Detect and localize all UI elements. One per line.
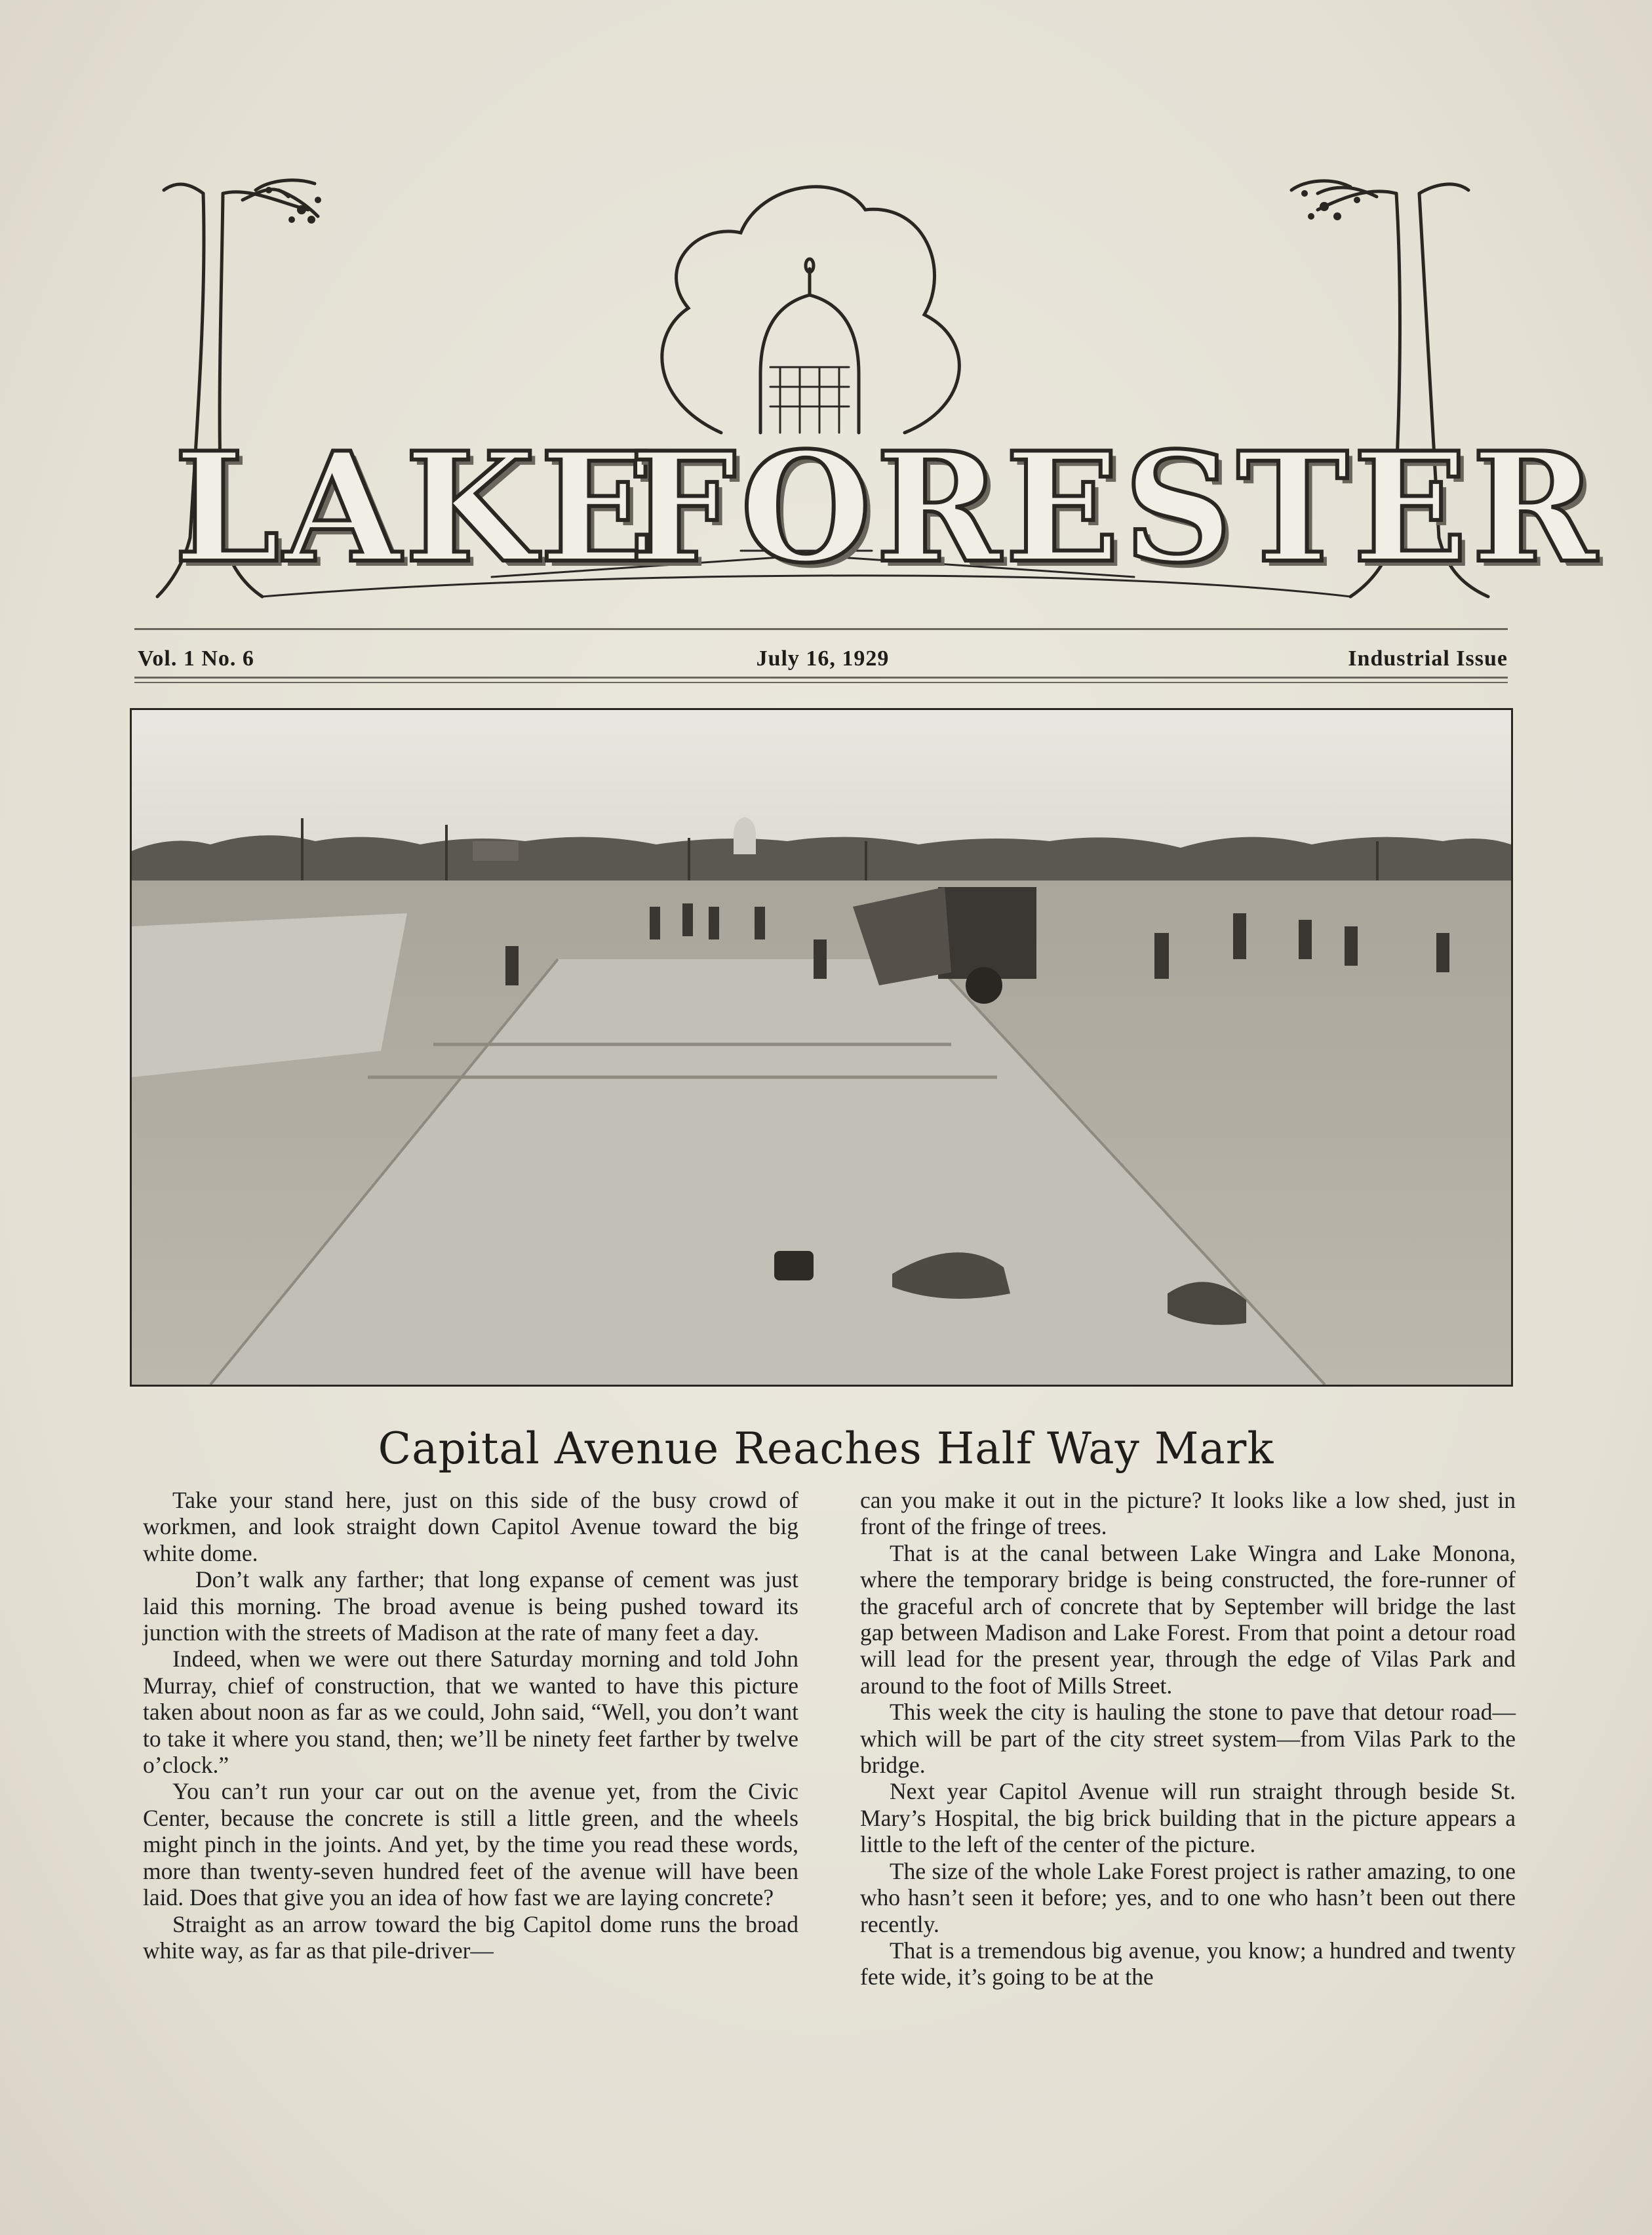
top-rule [134,628,1508,630]
masthead [151,170,1601,616]
article-paragraph: That is a tremendous big avenue, you know; a hundred and twenty fete wide, it’s going to be at the [860,1937,1516,1990]
issue-name: Industrial Issue [1348,646,1508,671]
bottom-rule-thin [134,682,1508,683]
article-headline: Capital Avenue Reaches Half Way Mark [378,1423,1274,1474]
article-paragraph: Don’t walk any farther; that long expanse of cement was just laid this morning. The broad avenue is being pushed toward its junction with the streets of Madison at the rate of many feet a day. [143,1566,798,1646]
article-paragraph: This week the city is hauling the stone to pave that detour road—which will be part of the city street system—from Vilas Park to the bridge. [860,1699,1516,1779]
photo-treeline [132,835,1511,887]
article-paragraph: can you make it out in the picture? It looks like a low shed, just in front of the fringe of trees. [860,1487,1516,1540]
masthead-title-lake: LAKE [174,420,659,597]
issue-info-row [138,639,1508,679]
masthead-title-forester: FORESTER [629,420,1601,597]
article-paragraph: Straight as an arrow toward the big Capitol dome runs the broad white way, as far as that pile-driver— [143,1910,798,1964]
construction-photo [130,708,1513,1387]
issue-date: July 16, 1929 [756,646,890,671]
canopy-outline [662,187,959,433]
capitol-dome [760,295,859,433]
article-column-left [143,1487,798,1964]
photo-bag [774,1251,814,1280]
article-paragraph: You can’t run your car out on the avenue yet, from the Civic Center, because the concrete is still a little green, and the wheels might pinch in the joints. And yet, by the time you read these words, more than twenty-seven hundred feet of the avenue will have been laid. Does that give you an idea of how fast we are laying concrete? [143,1778,798,1911]
article-paragraph: The size of the whole Lake Forest project is rather amazing, to one who hasn’t seen it before; yes, and to one who hasn’t been out there recently. [860,1857,1516,1937]
article-paragraph: Indeed, when we were out there Saturday morning and told John Murray, chief of construction, that we wanted to have this picture taken about noon as far as we could, John said, “Well, you don’t want to take it where you stand, then; we’ll be ninety feet farther by twelve o’clock.” [143,1646,798,1779]
article-paragraph: That is at the canal between Lake Wingra and Lake Monona, where the temporary bridge is being constructed, the fore-runner of the graceful arch of concrete that by September will bridge the last gap between Madison and Lake Forest. From that point a detour road will lead for the present year, through the edge of Vilas Park and around to the foot of Mills Street. [860,1539,1516,1699]
article-column-right [860,1487,1516,1990]
photo-paving-machine [938,887,1036,979]
volume-number: Vol. 1 No. 6 [138,646,254,671]
article-paragraph: Take your stand here, just on this side of the busy crowd of workmen, and look straight down Capitol Avenue toward the big white dome. [143,1487,798,1566]
article-paragraph: Next year Capitol Avenue will run straight through beside St. Mary’s Hospital, the big brick building that in the picture appears a little to the left of the center of the picture. [860,1778,1516,1858]
